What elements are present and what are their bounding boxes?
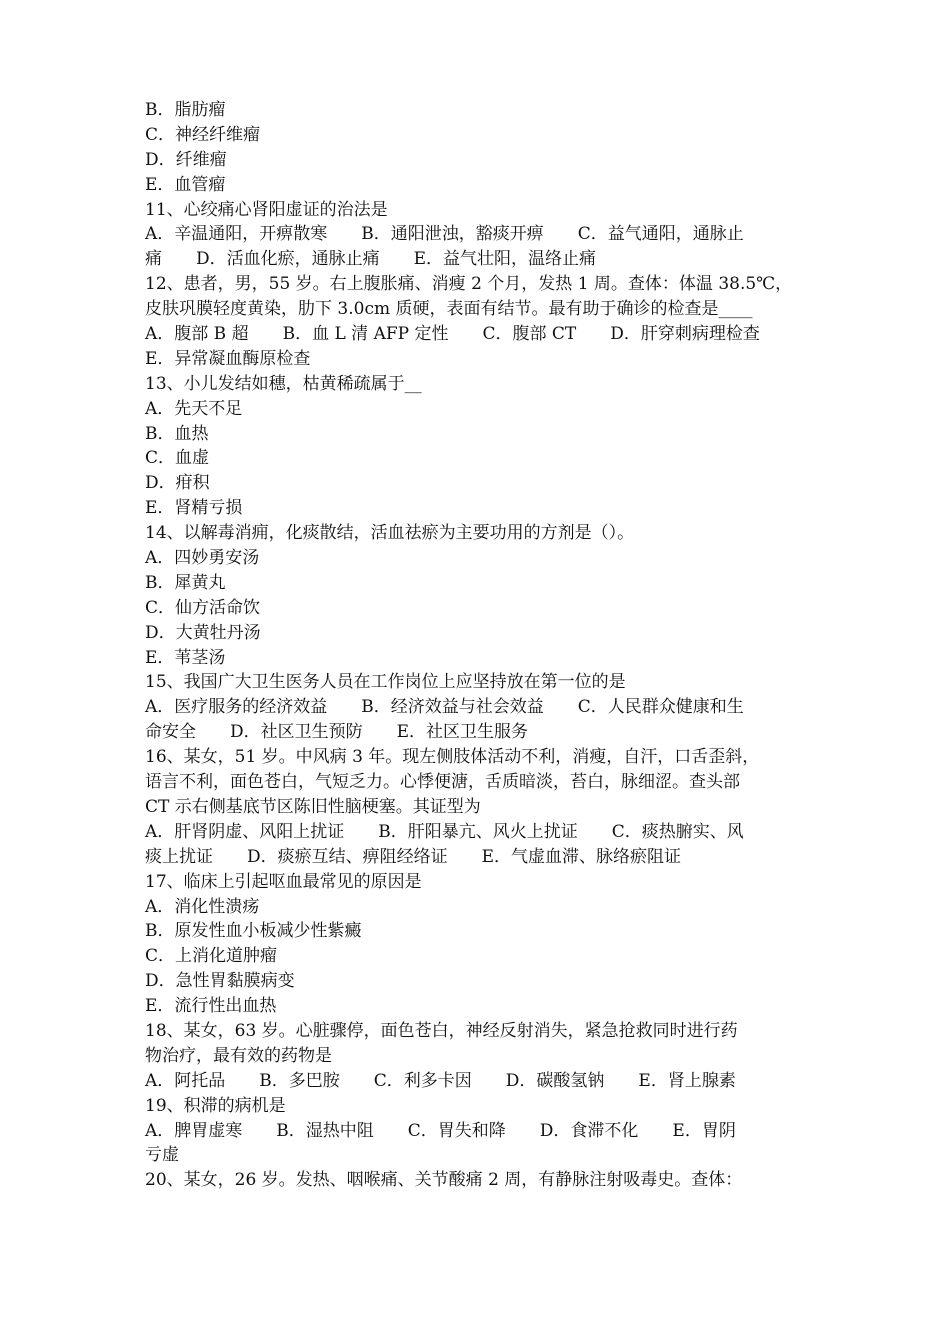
text-line: 17、临床上引起呕血最常见的原因是 [145,871,422,892]
text-line: D．急性胃黏膜病变 [145,971,295,992]
text-line: 物治疗，最有效的药物是 [145,1045,332,1066]
text-line: 12、患者，男，55 岁。右上腹胀痛、消瘦 2 个月，发热 1 周。查体：体温 38.5℃， [145,274,793,295]
text-line: E．流行性出血热 [145,996,277,1017]
text-line: B．血热 [145,423,209,444]
text-line: 20、某女，26 岁。发热、咽喉痛、关节酸痛 2 周，有静脉注射吸毒史。查体： [145,1170,743,1191]
text-line: CT 示右侧基底节区陈旧性脑梗塞。其证型为 [145,796,481,817]
document-body [145,98,813,1193]
text-line: C．仙方活命饮 [145,597,261,618]
text-line: D．大黄牡丹汤 [145,622,261,643]
text-line: 皮肤巩膜轻度黄染，肋下 3.0cm 质硬，表面有结节。最有助于确诊的检查是____ [145,299,753,320]
text-line: A．脾胃虚寒 B．湿热中阻 C．胃失和降 D．食滞不化 E．胃阴 [145,1120,736,1141]
text-line: E．苇茎汤 [145,647,226,668]
text-line: 15、我国广大卫生医务人员在工作岗位上应坚持放在第一位的是 [145,672,626,693]
text-line: 痰上扰证 D．痰瘀互结、痹阻经络证 E．气虚血滞、脉络瘀阻证 [145,846,682,867]
text-line: B．脂肪瘤 [145,100,226,120]
text-line: E．肾精亏损 [145,498,243,519]
text-line: 14、以解毒消痈，化痰散结，活血祛瘀为主要功用的方剂是（）。 [145,523,635,544]
text-line: A．医疗服务的经济效益 B．经济效益与社会效益 C．人民群众健康和生 [145,697,744,718]
text-line: B．原发性血小板减少性紫癜 [145,921,362,942]
text-line: 16、某女，51 岁。中风病 3 年。现左侧肢体活动不利，消瘦，自汗，口舌歪斜， [145,747,760,768]
text-line: A．消化性溃疡 [145,896,260,917]
text-line: 11、心绞痛心肾阳虚证的治法是 [145,199,388,220]
text-line: 19、积滞的病机是 [145,1095,286,1116]
text-line: A．肝肾阴虚、风阳上扰证 B．肝阳暴亢、风火上扰证 C．痰热腑实、风 [145,821,744,842]
text-line: A．先天不足 [145,398,243,419]
text-line: A．腹部 B 超 B．血 L 清 AFP 定性 C．腹部 CT D．肝穿刺病理检查 [145,324,760,345]
text-line: A．阿托品 B．多巴胺 C．利多卡因 D．碳酸氢钠 E．肾上腺素 [145,1070,736,1091]
text-line: 语言不利，面色苍白，气短乏力。心悸便溏，舌质暗淡，苔白，脉细涩。查头部 [145,772,740,793]
text-line: C．上消化道肿瘤 [145,946,278,967]
text-line: C．神经纤维瘤 [145,124,261,145]
text-line: 13、小儿发结如穗，枯黄稀疏属于__ [145,373,422,394]
text-line: 18、某女，63 岁。心脏骤停，面色苍白，神经反射消失，紧急抢救同时进行药 [145,1020,738,1041]
text-line: 命安全 D．社区卫生预防 E．社区卫生服务 [145,722,529,743]
text-line: D．纤维瘤 [145,149,227,170]
text-line: D．疳积 [145,473,210,494]
text-line: C．血虚 [145,448,210,469]
text-line: E．异常凝血酶原检查 [145,348,311,369]
text-line: A．四妙勇安汤 [145,548,260,569]
text-line: A．辛温通阳，开痹散寒 B．通阳泄浊，豁痰开痹 C．益气通阳，通脉止 [145,224,744,245]
text-line: B．犀黄丸 [145,572,226,593]
text-line: E．血管瘤 [145,174,226,195]
text-line: 痛 D．活血化瘀，通脉止痛 E．益气壮阳，温络止痛 [145,249,597,270]
text-line: 亏虚 [145,1145,179,1166]
